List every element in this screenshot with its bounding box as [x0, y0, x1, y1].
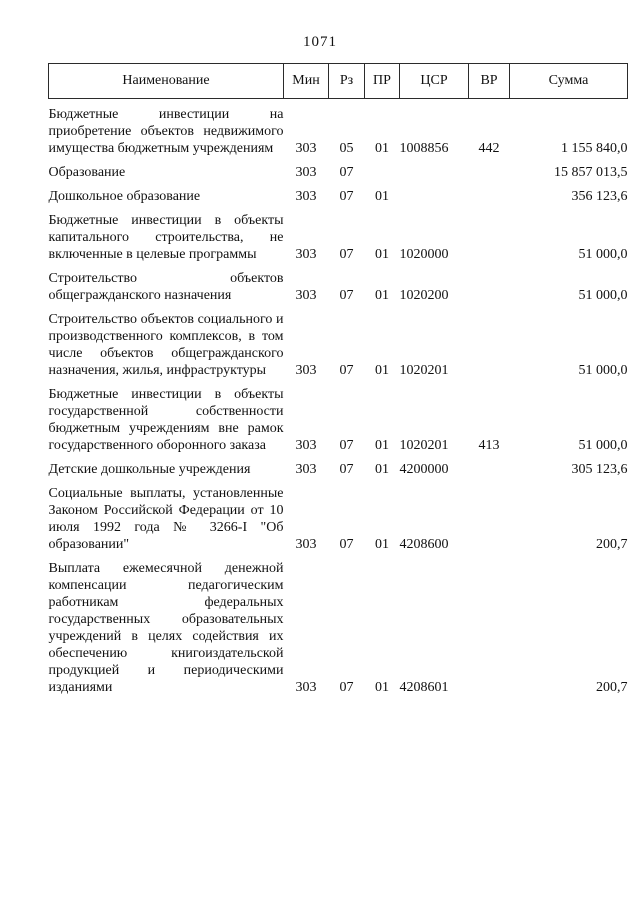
table-row — [49, 379, 628, 454]
cell-min: 303 — [295, 288, 317, 303]
table-row — [49, 181, 628, 205]
cell-min: 303 — [295, 165, 317, 180]
cell-vr — [469, 263, 510, 304]
table-row — [49, 553, 628, 696]
cell-vr — [469, 454, 510, 478]
cell-min: 303 — [295, 247, 317, 262]
cell-pr: 01 — [375, 363, 389, 378]
cell-min: 303 — [295, 438, 317, 453]
cell-rz: 07 — [339, 288, 354, 303]
cell-vr — [469, 205, 510, 263]
cell-pr: 01 — [375, 247, 389, 262]
cell-summa: 1 155 840,0 — [561, 141, 628, 156]
budget-table-body — [49, 99, 628, 697]
cell-min: 303 — [295, 189, 317, 204]
cell-vr — [469, 181, 510, 205]
cell-rz: 07 — [339, 680, 354, 695]
cell-csr — [400, 181, 469, 205]
cell-vr — [469, 157, 510, 181]
cell-summa: 200,7 — [596, 537, 628, 552]
column-header-min: Мин — [284, 64, 329, 99]
column-header-vr: ВР — [469, 64, 510, 99]
cell-rz: 07 — [339, 165, 354, 180]
cell-pr: 01 — [375, 288, 389, 303]
column-header-csr: ЦСР — [400, 64, 469, 99]
cell-rz: 07 — [339, 247, 354, 262]
header-row — [49, 64, 628, 99]
cell-summa: 356 123,6 — [571, 189, 628, 204]
cell-rz: 07 — [339, 363, 354, 378]
column-header-name: Наименование — [49, 64, 284, 99]
cell-csr — [400, 157, 469, 181]
cell-name: Бюджетные инвестиции в объекты капитального строительства, не включенные в целевые программы — [48, 213, 284, 262]
table-row — [49, 263, 628, 304]
cell-min: 303 — [295, 537, 317, 552]
cell-name: Строительство объектов общегражданского назначения — [48, 271, 284, 303]
cell-csr: 4208600 — [399, 537, 449, 552]
cell-pr: 01 — [375, 189, 389, 204]
page-number: 1071 — [303, 34, 337, 50]
cell-min: 303 — [295, 462, 317, 477]
cell-name: Бюджетные инвестиции на приобретение объектов недвижимого имущества бюджетным учреждениям — [48, 107, 284, 156]
cell-pr — [365, 157, 400, 181]
cell-pr: 01 — [375, 141, 389, 156]
cell-vr: 413 — [478, 438, 500, 453]
cell-rz: 07 — [339, 537, 354, 552]
cell-name: Образование — [48, 165, 126, 180]
column-header-summa: Сумма — [510, 64, 628, 99]
cell-csr: 4200000 — [399, 462, 449, 477]
cell-min: 303 — [295, 363, 317, 378]
cell-name: Социальные выплаты, установленные Законом Российской Федерации от 10 июля 1992 года № 3266-I "Об образовании" — [48, 486, 284, 552]
cell-name: Детские дошкольные учреждения — [48, 462, 251, 477]
cell-summa: 15 857 013,5 — [554, 165, 628, 180]
cell-vr: 442 — [478, 141, 500, 156]
cell-pr: 01 — [375, 680, 389, 695]
budget-table — [48, 63, 628, 696]
table-row — [49, 304, 628, 379]
cell-rz: 07 — [339, 189, 354, 204]
cell-name: Бюджетные инвестиции в объекты государственной собственности бюджетным учреждениям вне рамок государственного оборонного заказа — [48, 387, 284, 453]
cell-rz: 07 — [339, 462, 354, 477]
table-row — [49, 157, 628, 181]
column-header-pr: ПР — [365, 64, 400, 99]
cell-vr — [469, 304, 510, 379]
cell-vr — [469, 553, 510, 696]
table-row — [49, 205, 628, 263]
cell-pr: 01 — [375, 537, 389, 552]
column-header-rz: Рз — [329, 64, 365, 99]
cell-csr: 1020200 — [399, 288, 449, 303]
cell-vr — [469, 478, 510, 553]
cell-csr: 1008856 — [399, 141, 449, 156]
table-row — [49, 99, 628, 158]
cell-csr: 4208601 — [399, 680, 449, 695]
cell-name: Дошкольное образование — [48, 189, 201, 204]
cell-summa: 200,7 — [596, 680, 628, 695]
cell-pr: 01 — [375, 438, 389, 453]
cell-name: Выплата ежемесячной денежной компенсации педагогическим работникам федеральных государственных образовательных учреждений в целях содействия их обеспечению книгоиздательской продукцией и периодическими изданиями — [48, 561, 284, 695]
cell-summa: 305 123,6 — [571, 462, 628, 477]
table-row — [49, 478, 628, 553]
cell-summa: 51 000,0 — [578, 363, 628, 378]
cell-csr: 1020000 — [399, 247, 449, 262]
cell-rz: 07 — [339, 438, 354, 453]
cell-min: 303 — [295, 141, 317, 156]
cell-csr: 1020201 — [399, 438, 449, 453]
cell-min: 303 — [295, 680, 317, 695]
cell-rz: 05 — [339, 141, 354, 156]
cell-summa: 51 000,0 — [578, 288, 628, 303]
cell-pr: 01 — [375, 462, 389, 477]
budget-table-header — [49, 64, 628, 99]
cell-summa: 51 000,0 — [578, 438, 628, 453]
cell-csr: 1020201 — [399, 363, 449, 378]
table-row — [49, 454, 628, 478]
cell-summa: 51 000,0 — [578, 247, 628, 262]
cell-name: Строительство объектов социального и производственного комплексов, в том числе объектов общегражданского назначения, жилья, инфраструктуры — [48, 312, 284, 378]
